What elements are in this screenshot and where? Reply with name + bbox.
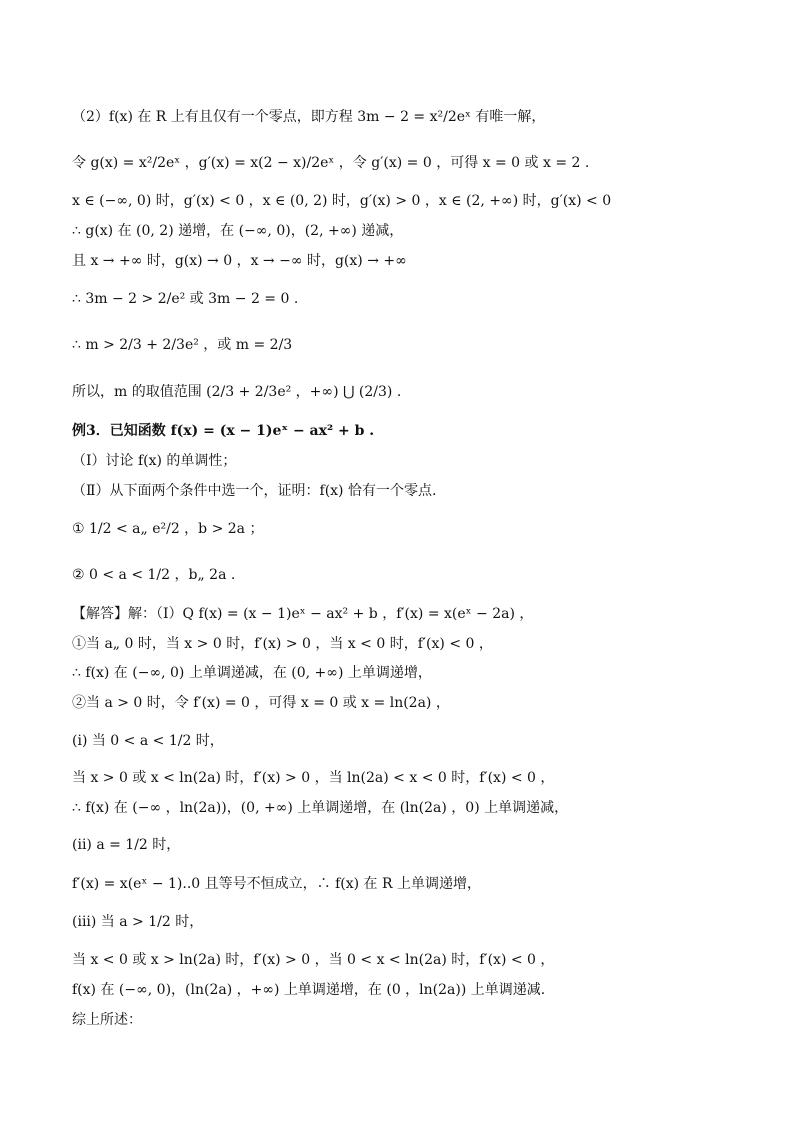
text-line: ①当 a„ 0 时，当 x > 0 时，f′(x) > 0 ，当 x < 0 时，f′(x) < 0 ， bbox=[72, 636, 493, 652]
text-line: 综上所述： bbox=[72, 1012, 142, 1028]
text-line: ②当 a > 0 时，令 f′(x) = 0 ，可得 x = 0 或 x = ln(2a) ， bbox=[72, 695, 450, 711]
text-line: 所以，m 的取值范围 (2/3 + 2/3e² ，+∞) ⋃ (2/3) . bbox=[72, 384, 402, 400]
text-line: （Ⅱ）从下面两个条件中选一个，证明：f(x) 恰有一个零点. bbox=[72, 483, 437, 499]
text-line: (iii) 当 a > 1/2 时， bbox=[72, 914, 204, 930]
text-line: 且 x → +∞ 时，g(x) → 0 ，x → −∞ 时，g(x) → +∞ bbox=[72, 253, 407, 269]
text-line: f′(x) = x(eˣ − 1)..0 且等号不恒成立，∴ f(x) 在 R 上单调递增， bbox=[72, 876, 481, 892]
text-line: ∴ g(x) 在 (0, 2) 递增，在 (−∞, 0)，(2, +∞) 递减， bbox=[72, 223, 404, 239]
text-line: （Ⅰ）讨论 f(x) 的单调性； bbox=[72, 453, 237, 469]
text-line: ∴ m > 2/3 + 2/3e² ，或 m = 2/3 bbox=[72, 337, 293, 353]
text-line: (ii) a = 1/2 时， bbox=[72, 837, 181, 853]
text-line: ② 0 < a < 1/2 ，b„ 2a . bbox=[72, 567, 236, 583]
answer-heading: 【解答】解：（Ⅰ）Q f(x) = (x − 1)eˣ − ax² + b ，f′(x) = x(eˣ − 2a) ， bbox=[72, 606, 534, 622]
text-line: ∴ 3m − 2 > 2/e² 或 3m − 2 = 0 . bbox=[72, 291, 299, 307]
text-line: f(x) 在 (−∞, 0)，(ln(2a) ，+∞) 上单调递增，在 (0 ，ln(2a)) 上单调递减. bbox=[72, 982, 546, 998]
text-line: (i) 当 0 < a < 1/2 时， bbox=[72, 733, 224, 749]
text-line: ① 1/2 < a„ e²/2 ，b > 2a ； bbox=[72, 521, 264, 537]
text-line: x ∈ (−∞, 0) 时，g′(x) < 0 ，x ∈ (0, 2) 时，g′(x) > 0 ，x ∈ (2, +∞) 时，g′(x) < 0 bbox=[72, 193, 612, 209]
text-line: 当 x > 0 或 x < ln(2a) 时，f′(x) > 0 ，当 ln(2a) < x < 0 时，f′(x) < 0 ， bbox=[72, 770, 555, 786]
text-line: 当 x < 0 或 x > ln(2a) 时，f′(x) > 0 ，当 0 < x < ln(2a) 时，f′(x) < 0 ， bbox=[72, 952, 555, 968]
example-heading: 例3．已知函数 f(x) = (x − 1)eˣ − ax² + b . bbox=[72, 423, 375, 439]
text-line: ∴ f(x) 在 (−∞, 0) 上单调递减，在 (0, +∞) 上单调递增， bbox=[72, 665, 432, 681]
text-line: ∴ f(x) 在 (−∞ ，ln(2a))，(0, +∞) 上单调递增，在 (ln(2a) ，0) 上单调递减， bbox=[72, 800, 569, 816]
text-line: （2）f(x) 在 R 上有且仅有一个零点，即方程 3m − 2 = x²/2eˣ 有唯一解， bbox=[72, 109, 546, 125]
text-line: 令 g(x) = x²/2eˣ ，g′(x) = x(2 − x)/2eˣ ，令 g′(x) = 0 ，可得 x = 0 或 x = 2 . bbox=[72, 155, 590, 171]
